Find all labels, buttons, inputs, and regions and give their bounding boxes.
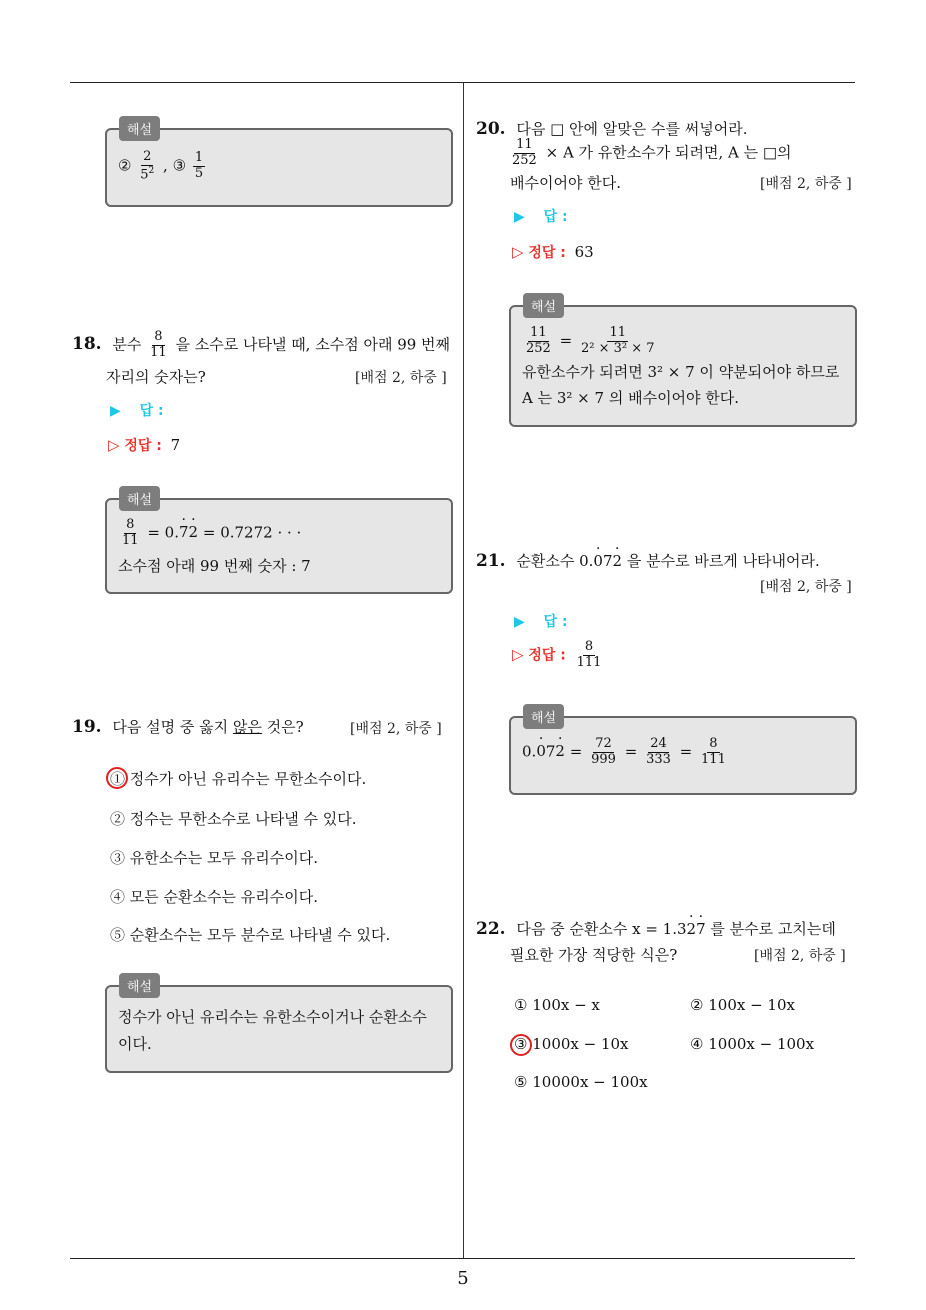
q20-sol-frac-2: $\frac{11}{\text{2² × 3² × 7}}$: [580, 325, 655, 356]
q19-solution-tag: 해설: [119, 973, 160, 998]
q21-sol-frac-1: $\frac{72}{999}$: [591, 736, 616, 767]
q20-answer-input-row[interactable]: [514, 206, 568, 226]
q18-question: [72, 330, 450, 361]
q18-solution-line1: $\frac{8}{11}$ = 0.7 ·2 · = 0.7272 · · ·: [118, 518, 301, 549]
q22-option-3[interactable]: ③ 1000x − 10x: [514, 1035, 629, 1053]
q17-sol-sep: ,: [163, 156, 168, 175]
q18-text-3: 자리의 숫자는?: [106, 368, 206, 386]
q17-sol-frac-1: $\frac{2}{5^2}$: [140, 149, 155, 183]
q21-answer-input-row[interactable]: [514, 611, 568, 631]
q17-solution-content: [118, 150, 207, 183]
q18-number: 18.: [72, 334, 102, 355]
q21-number: 21.: [476, 551, 506, 571]
q19-solution-box: [105, 985, 453, 1073]
q18-sol-fraction: $\frac{8}{11}$: [122, 517, 139, 548]
answer-label: 답 :: [543, 614, 568, 630]
q19-meta: [배점 2, 하중 ]: [350, 721, 442, 737]
q21-solution-tag: 해설: [523, 704, 564, 729]
q22-option-4[interactable]: ④ 1000x − 100x: [690, 1035, 815, 1053]
q22-option-1[interactable]: ① 100x − x: [514, 996, 600, 1014]
q20-solution-line3: A 는 3² × 7 의 배수이어야 한다.: [522, 389, 740, 407]
q19-option-1[interactable]: ① 정수가 아닌 유리수는 무한소수이다.: [110, 770, 367, 788]
q20-number: 20.: [476, 119, 506, 139]
q20-meta: [배점 2, 하중 ]: [760, 176, 852, 192]
bottom-rule: [70, 1258, 855, 1259]
q22-text-3: 필요한 가장 적당한 식은?: [510, 946, 678, 964]
q20-solution-line2: 유한소수가 되려면 3² × 7 이 약분되어야 하므로: [522, 363, 840, 381]
q20-sol-frac-1: $\frac{11}{252}$: [526, 325, 551, 356]
q21-answer-fraction: $\frac{8}{111}$: [576, 639, 602, 670]
correct-label: 정답 :: [528, 647, 566, 664]
q21-correct-answer: [512, 640, 605, 671]
q21-question: 21. 순환소수 0.0 ·72 · 을 분수로 바르게 나타내어라.: [476, 550, 820, 571]
q18-solution-line2: 소수점 아래 99 번째 숫자 : 7: [118, 557, 311, 575]
hollow-play-icon: ▷: [512, 243, 524, 261]
q20-correct-answer: [512, 242, 594, 262]
q20-solution-tag: 해설: [523, 293, 564, 318]
answer-label: 답 :: [139, 403, 164, 419]
q21-sol-frac-2: $\frac{24}{333}$: [646, 736, 671, 767]
correct-label: 정답 :: [124, 438, 162, 454]
q19-number: 19.: [72, 717, 102, 737]
q18-text-1: 분수: [112, 335, 142, 354]
q18-correct-answer: [108, 435, 180, 455]
q19-option-5[interactable]: ⑤ 순환소수는 모두 분수로 나타낼 수 있다.: [110, 926, 391, 944]
q19-option-2[interactable]: ② 정수는 무한소수로 나타낼 수 있다.: [110, 810, 357, 828]
q18-answer-value: 7: [170, 436, 181, 454]
q20-text-2: $\frac{11}{252}$ × A 가 유한소수가 되려면, A 는 □의: [512, 137, 792, 168]
q21-solution-line1: 0.0 ·72 · = $\frac{72}{999}$ = $\frac{24}{333}$ = $\frac{8}{111}$: [522, 737, 730, 768]
column-divider: [463, 83, 464, 1259]
q18-fraction: $\frac{8}{11}$: [150, 329, 167, 360]
q20-answer-value: 63: [574, 243, 594, 261]
q20-question: 20. 다음 □ 안에 알맞은 수를 써넣어라.: [476, 119, 748, 139]
q18-answer-input-row[interactable]: [110, 400, 164, 420]
q19-solution-line2: 이다.: [118, 1035, 152, 1053]
q19-option-4[interactable]: ④ 모든 순환소수는 유리수이다.: [110, 888, 318, 906]
hollow-play-icon: ▷: [108, 436, 120, 454]
play-icon: ▶: [514, 209, 525, 225]
play-icon: ▶: [110, 403, 121, 419]
q19-solution-line1: 정수가 아닌 유리수는 유한소수이거나 순환소수: [118, 1008, 427, 1026]
q21-sol-frac-3: $\frac{8}{111}$: [701, 736, 726, 767]
q22-meta: [배점 2, 하중 ]: [754, 948, 846, 964]
q19-question: 19. 다음 설명 중 옳지 않은 것은?: [72, 717, 304, 737]
answer-label: 답 :: [543, 209, 568, 225]
q17-sol-mark-2: ②: [118, 156, 132, 175]
q20-solution-line1: $\frac{11}{252}$ = $\frac{11}{\text{2² × 3² × 7}}$: [526, 325, 655, 356]
play-icon: ▶: [514, 614, 525, 630]
q20-fraction: $\frac{11}{252}$: [512, 137, 537, 168]
q22-question: 22. 다음 중 순환소수 x = 1.32 ·7 · 를 분수로 고치는데: [476, 918, 836, 939]
q20-text-3: 배수이어야 한다.: [510, 174, 621, 192]
hollow-play-icon: ▷: [512, 645, 524, 664]
page-number: 5: [457, 1268, 469, 1289]
q18-meta: [배점 2, 하중 ]: [355, 370, 447, 386]
q17-solution-tag: 해설: [119, 116, 160, 141]
q17-sol-frac-2: $\frac{1}{5}$: [194, 150, 204, 182]
q18-text-2: 을 소수로 나타낼 때, 소수점 아래 99 번째: [175, 335, 451, 354]
q22-option-2[interactable]: ② 100x − 10x: [690, 996, 795, 1014]
q21-meta: [배점 2, 하중 ]: [760, 579, 852, 595]
correct-label: 정답 :: [528, 245, 566, 261]
q18-solution-tag: 해설: [119, 486, 160, 511]
q22-number: 22.: [476, 919, 506, 939]
q22-option-5[interactable]: ⑤ 10000x − 100x: [514, 1073, 648, 1091]
q19-option-3[interactable]: ③ 유한소수는 모두 유리수이다.: [110, 849, 318, 867]
q17-sol-mark-3: ③: [172, 156, 187, 175]
